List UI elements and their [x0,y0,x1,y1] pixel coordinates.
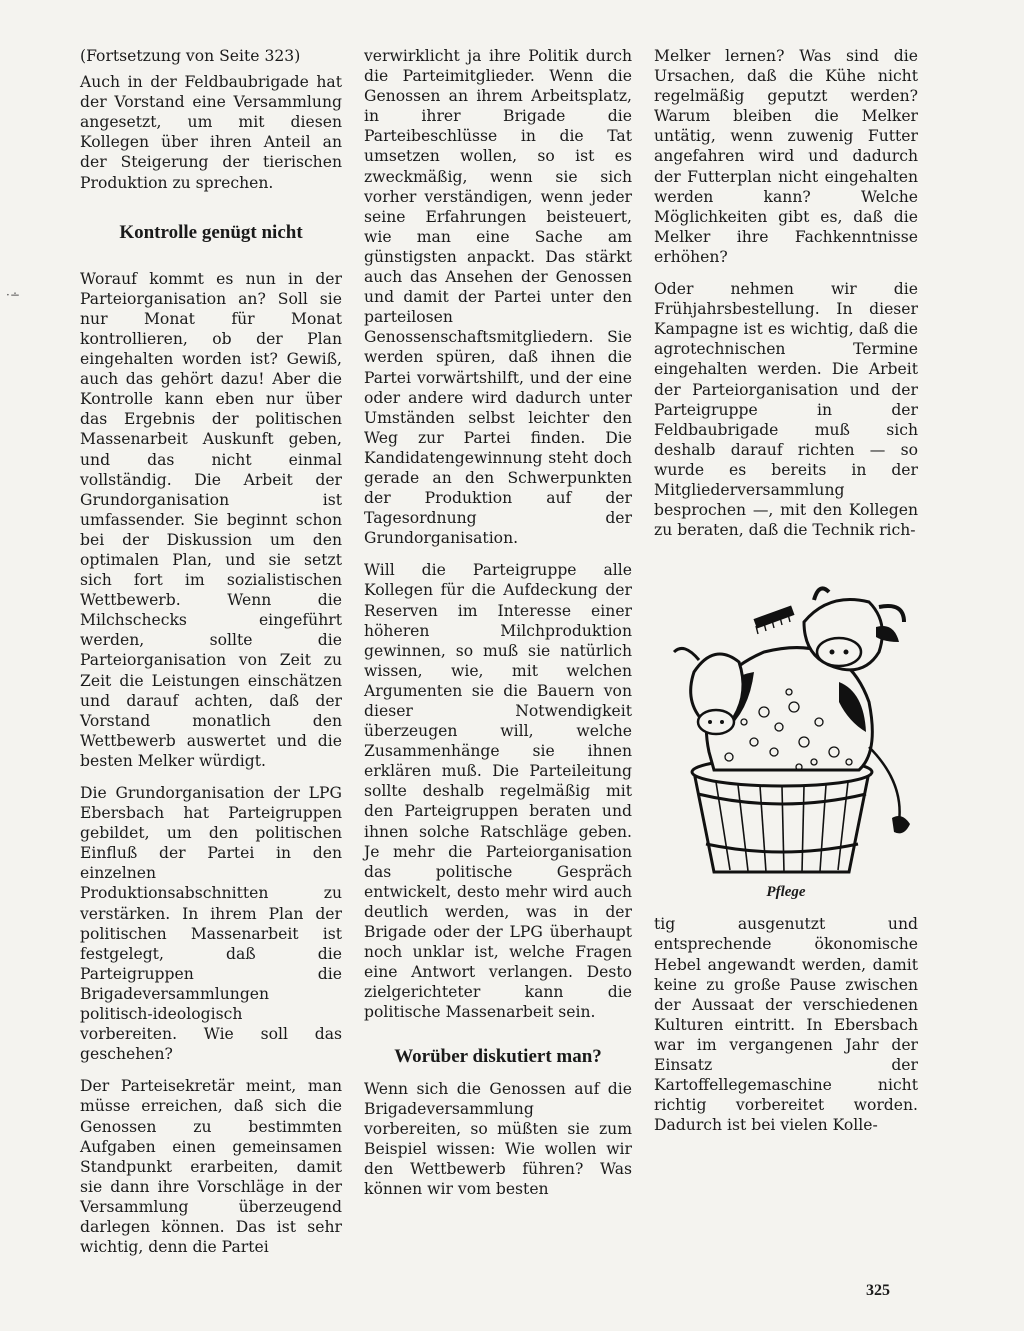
paragraph: verwirklicht ja ihre Politik durch die Parteimitglieder. Wenn die Genossen an ihrem Arbeitsplatz, in ihrer Brigade die Parteibeschlüsse in die Tat umsetzen wollen, so ist es zweckmäßig, wenn sie sich vorher verständigen, wenn jeder seine Erfahrungen beisteuert, wie man eine Sache am günstigsten anpackt. Das stärkt auch das Ansehen der Genossen und damit der Partei unter den parteilosen Genossenschaftsmitgliedern. Sie werden spüren, daß ihnen die Partei vorwärtshilft, und der eine oder andere wird dadurch unter Umständen selbst leichter den Weg zur Partei finden. Die Kandidatengewinnung steht doch gerade an den Schwerpunkten der Produktion auf der Tagesordnung der Grundorganisation. [364,47,632,548]
continuation-note: (Fortsetzung von Seite 323) [80,47,301,65]
paragraph: Melker lernen? Was sind die Ursachen, daß die Kühe nicht regelmäßig geputzt werden? Warum bleiben die Melker untätig, wenn zuwenig Futter angefahren wird und dadurch der Futterplan nicht eingehalten werden kann? Welche Möglichkeiten gibt es, daß die Melker ihre Fachkenntnisse erhöhen? [654,47,918,266]
cow-bath-illustration [654,582,918,882]
margin-mark: ·∸ [6,288,20,302]
column-2 [364,46,632,1211]
paragraph: Die Grundorganisation der LPG Ebersbach hat Parteigruppen gebildet, um den politischen Einfluß der Partei in den einzelnen Produktionsabschnitten zu verstärken. In ihrem Plan der politischen Massenarbeit ist festgelegt, daß die Parteigruppen die Brigadeversammlungen politisch-ideologisch vorbereiten. Wie soll das geschehen? [80,784,342,1064]
section-heading: Worüber diskutiert man? [394,1045,602,1067]
paragraph: Auch in der Feldbaubrigade hat der Vorstand eine Versammlung angesetzt, um mit diesen Kollegen über ihren Anteil an der Steigerung der tierischen Produktion zu sprechen. [80,73,342,192]
cartoon-drawing [654,582,918,882]
paragraph: Worauf kommt es nun in der Parteiorganisation an? Soll sie nur Monat für Monat kontrollieren, ob der Plan eingehalten worden ist? Gewiß, auch das gehört dazu! Aber die Kontrolle kann eben nur über das Ergebnis der politischen Massenarbeit Auskunft geben, und das nicht einmal vollständig. Die Arbeit der Grundorganisation ist umfassender. Sie beginnt schon bei der Diskussion um den optimalen Plan, und sie setzt sich fort im sozialistischen Wettbewerb. Wenn die Milchschecks eingeführt werden, sollte die Parteiorganisation von Zeit zu Zeit die Leistungen einschätzen und darauf achten, daß der Vorstand monatlich den Wettbewerb auswertet und die besten Melker würdigt. [80,269,342,770]
figure-caption: Pflege [766,884,806,901]
section-heading: Kontrolle genügt nicht [119,221,303,243]
page-number: 325 [866,1282,890,1299]
paragraph: Wenn sich die Genossen auf die Brigadeversammlung vorbereiten, so müßten sie zum Beispiel wissen: Wie wollen wir den Wettbewerb führen? Was können wir vom besten [364,1079,632,1198]
paragraph: Will die Parteigruppe alle Kollegen für die Aufdeckung der Reserven im Interesse einer höheren Milchproduktion gewinnen, so muß sie natürlich wissen, wie, mit welchen Argumenten sie die Bauern von dieser Notwendigkeit überzeugen will, welche Zusammenhänge sie ihnen erklären muß. Die Parteileitung sollte deshalb regelmäßig mit den Parteigruppen beraten und ihnen solche Ratschläge geben. Je mehr die Parteiorganisation das politische Gespräch entwickelt, desto mehr wird auch deutlich werden, was in der Brigade oder der LPG überhaupt noch unklar ist, welche Fragen eine Antwort verlangen. Desto zielgerichteter kann die politische Massenarbeit sein. [364,561,632,1022]
paragraph: Der Parteisekretär meint, man müsse erreichen, daß sich die Genossen zu bestimmten Aufgaben einen gemeinsamen Standpunkt erarbeiten, damit sie dann ihre Vorschläge in der Versammlung überzeugend darlegen können. Das ist sehr wichtig, denn die Partei [80,1077,342,1257]
paragraph: Oder nehmen wir die Frühjahrsbestellung. In dieser Kampagne ist es wichtig, daß die agrotechnischen Termine eingehalten werden. Die Arbeit der Parteiorganisation und der Parteigruppe in der Feldbaubrigade muß sich deshalb darauf richten — so wurde es bereits in der Mitgliederversammlung besprochen —, mit den Kollegen zu beraten, daß die Technik rich- [654,280,918,540]
paragraph: tig ausgenutzt und entsprechende ökonomische Hebel angewandt werden, damit keine zu große Pause zwischen der Aussaat der verschiedenen Kulturen eintritt. In Ebersbach war im vergangenen Jahr der Einsatz der Kartoffellegemaschine nicht richtig vorbereitet worden. Dadurch ist bei vielen Kolle- [654,915,918,1135]
column-3 [654,46,918,1147]
column-1 [80,46,342,1269]
